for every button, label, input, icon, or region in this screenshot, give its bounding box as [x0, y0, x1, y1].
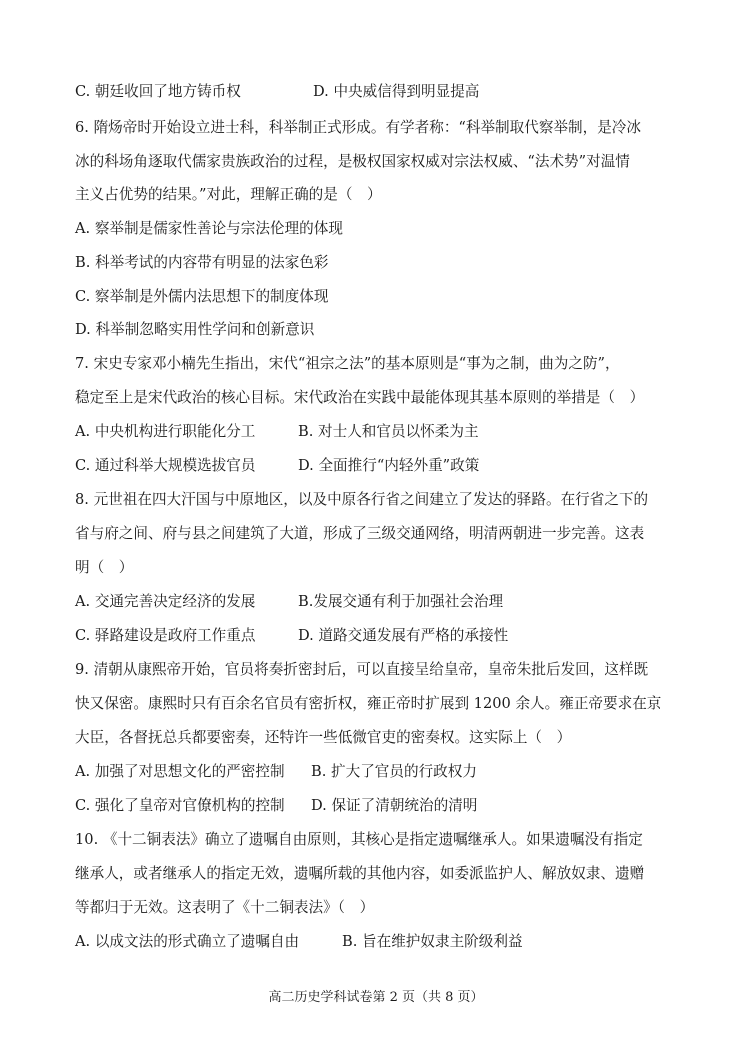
q9-option-c: C. 强化了皇帝对官僚机构的控制	[75, 797, 285, 814]
q10-option-b: B. 旨在维护奴隶主阶级利益	[342, 933, 523, 950]
q9-stem-line-2: 快又保密。康熙时只有百余名官员有密折权，雍正帝时扩展到 1200 余人。雍正帝要求在京	[75, 695, 662, 712]
q10-stem-line-3: 等都归于无效。这表明了《十二铜表法》（ ）	[75, 899, 375, 916]
q6-option-a: A. 察举制是儒家性善论与宗法伦理的体现	[75, 220, 343, 237]
q8-stem-line-1: 8. 元世祖在四大汗国与中原地区，以及中原各行省之间建立了发达的驿路。在行省之下的	[75, 491, 649, 508]
q6-stem-line-3: 主义占优势的结果。”对此，理解正确的是（ ）	[75, 186, 382, 203]
q7-option-d: D. 全面推行“内轻外重”政策	[298, 457, 480, 474]
q9-stem-line-1: 9. 清朝从康熙帝开始，官员将奏折密封后，可以直接呈给皇帝，皇帝朱批后发回，这样既	[75, 661, 649, 678]
q7-stem-line-2: 稳定至上是宋代政治的核心目标。宋代政治在实践中最能体现其基本原则的举措是（ ）	[75, 389, 645, 406]
q6-option-d: D. 科举制忽略实用性学问和创新意识	[75, 321, 315, 338]
q6-option-b: B. 科举考试的内容带有明显的法家色彩	[75, 254, 329, 271]
q8-option-d: D. 道路交通发展有严格的承接性	[298, 627, 509, 644]
q8-option-b: B.发展交通有利于加强社会治理	[298, 593, 504, 610]
q9-stem-line-3: 大臣，各督抚总兵都要密奏，还特许一些低微官吏的密奏权。这实际上（ ）	[75, 729, 572, 746]
q8-option-c: C. 驿路建设是政府工作重点	[75, 627, 256, 644]
q6-option-c: C. 察举制是外儒内法思想下的制度体现	[75, 288, 329, 305]
q7-stem-line-1: 7. 宋史专家邓小楠先生指出，宋代“祖宗之法”的基本原则是“事为之制，曲为之防”，	[75, 355, 620, 372]
q8-option-a: A. 交通完善决定经济的发展	[75, 593, 256, 610]
q10-stem-line-1: 10. 《十二铜表法》确立了遗嘱自由原则，其核心是指定遗嘱继承人。如果遗嘱没有指定	[75, 831, 643, 848]
page-footer: 高二历史学科试卷第 2 页（共 8 页）	[268, 990, 484, 1005]
q10-option-a: A. 以成文法的形式确立了遗嘱自由	[75, 933, 300, 950]
q10-stem-line-2: 继承人，或者继承人的指定无效，遗嘱所载的其他内容，如委派监护人、解放奴隶、遗赠	[75, 865, 645, 882]
q9-option-b: B. 扩大了官员的行政权力	[311, 763, 477, 780]
q6-stem-line-2: 冰的科场角逐取代儒家贵族政治的过程，是极权国家权威对宗法权威、“法术势”对温情	[75, 153, 630, 170]
prev-option-d: D. 中央威信得到明显提高	[313, 83, 480, 100]
prev-option-c: C. 朝廷收回了地方铸币权	[75, 83, 241, 100]
q8-stem-line-3: 明（ ）	[75, 559, 134, 576]
q6-stem-line-1: 6. 隋炀帝时开始设立进士科，科举制正式形成。有学者称：“科举制取代察举制，是冷冰	[75, 119, 641, 136]
q7-option-b: B. 对士人和官员以怀柔为主	[298, 423, 479, 440]
q7-option-a: A. 中央机构进行职能化分工	[75, 423, 256, 440]
q7-option-c: C. 通过科举大规模选拔官员	[75, 457, 256, 474]
q9-option-a: A. 加强了对思想文化的严密控制	[75, 763, 285, 780]
q8-stem-line-2: 省与府之间、府与县之间建筑了大道，形成了三级交通网络，明清两朝进一步完善。这表	[75, 525, 645, 542]
q9-option-d: D. 保证了清朝统治的清明	[311, 797, 478, 814]
